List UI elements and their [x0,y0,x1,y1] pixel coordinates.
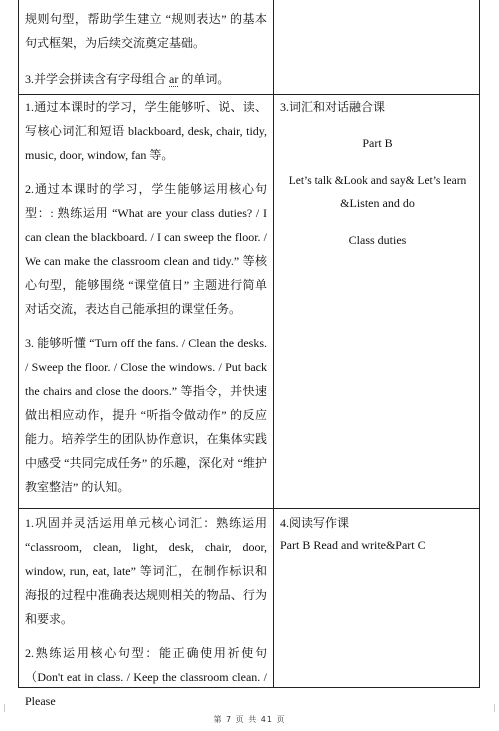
lesson-type-cell [274,95,479,508]
objective-text: 2.通过本课时的学习，学生能够运用核心句型：: 熟练运用 “What are your class duties? / I can clean the blackboard. / I can sweep the floor. / We can make the classroom clean and tidy.” 等核心句型，能够围绕 “课堂值日” 主题进行简单对话交流，表达自己能承担的课堂任务。 [25,182,267,316]
objective-text: 1.通过本课时的学习，学生能够听、说、读、写核心词汇和短语 blackboard, desk, chair, tidy, music, door, window, fan 等。 [25,100,267,162]
objective-text: 1.巩固并灵活运用单元核心词汇：熟练运用 “classroom, clean, light, desk, chair, door, window, run, eat, late” 等词汇，在制作标识和海报的过程中准确表达规则相关的物品、行为和要求。 [25,516,267,626]
objectives-cell [19,95,274,508]
lesson-part: Part B Read and write&Part C [280,538,426,552]
lesson-type-cell [274,0,479,94]
lesson-activities: Let’s talk &Look and say& Let’s learn [288,175,467,187]
crop-mark-icon [4,704,12,712]
table-row [19,0,479,95]
crop-mark-icon [487,704,495,712]
lesson-type-title: 4.阅读写作课 [280,516,350,530]
lesson-topic: Class duties [348,233,407,247]
page-number: 第 7 页 共 41 页 [213,715,286,724]
objectives-cell [19,509,274,708]
objective-text: 3.并学会拼读含有字母组合 ar 的单词。 [25,72,230,86]
lesson-activities: &Listen and do [340,196,415,210]
objective-text: 3. 能够听懂 “Turn off the fans. / Clean the desks. / Sweep the floor. / Close the windows. / Put back the chairs and close the doors.” 等指令，并快速做出相应动作，提升 “听指令做动作” 的反应能力。培养学生的团队协作意识，在集体实践中感受 “共同完成任务” 的乐趣，深化对 “维护教室整洁” 的认知。 [25,336,267,494]
table-row [19,95,479,509]
lesson-type-title: 3.词汇和对话融合课 [280,100,386,114]
lesson-type-cell [274,509,479,687]
objective-text: 规则句型，帮助学生建立 “规则表达” 的基本句式框架，为后续交流奠定基础。 [25,12,267,50]
lesson-plan-table [18,0,480,708]
table-row [19,509,479,708]
objectives-cell [19,0,274,94]
objective-text: 2.熟练运用核心句型：能正确使用祈使句（Don't eat in class. / Keep the classroom clean. / Please [25,646,267,708]
lesson-part: Part B [362,136,393,150]
